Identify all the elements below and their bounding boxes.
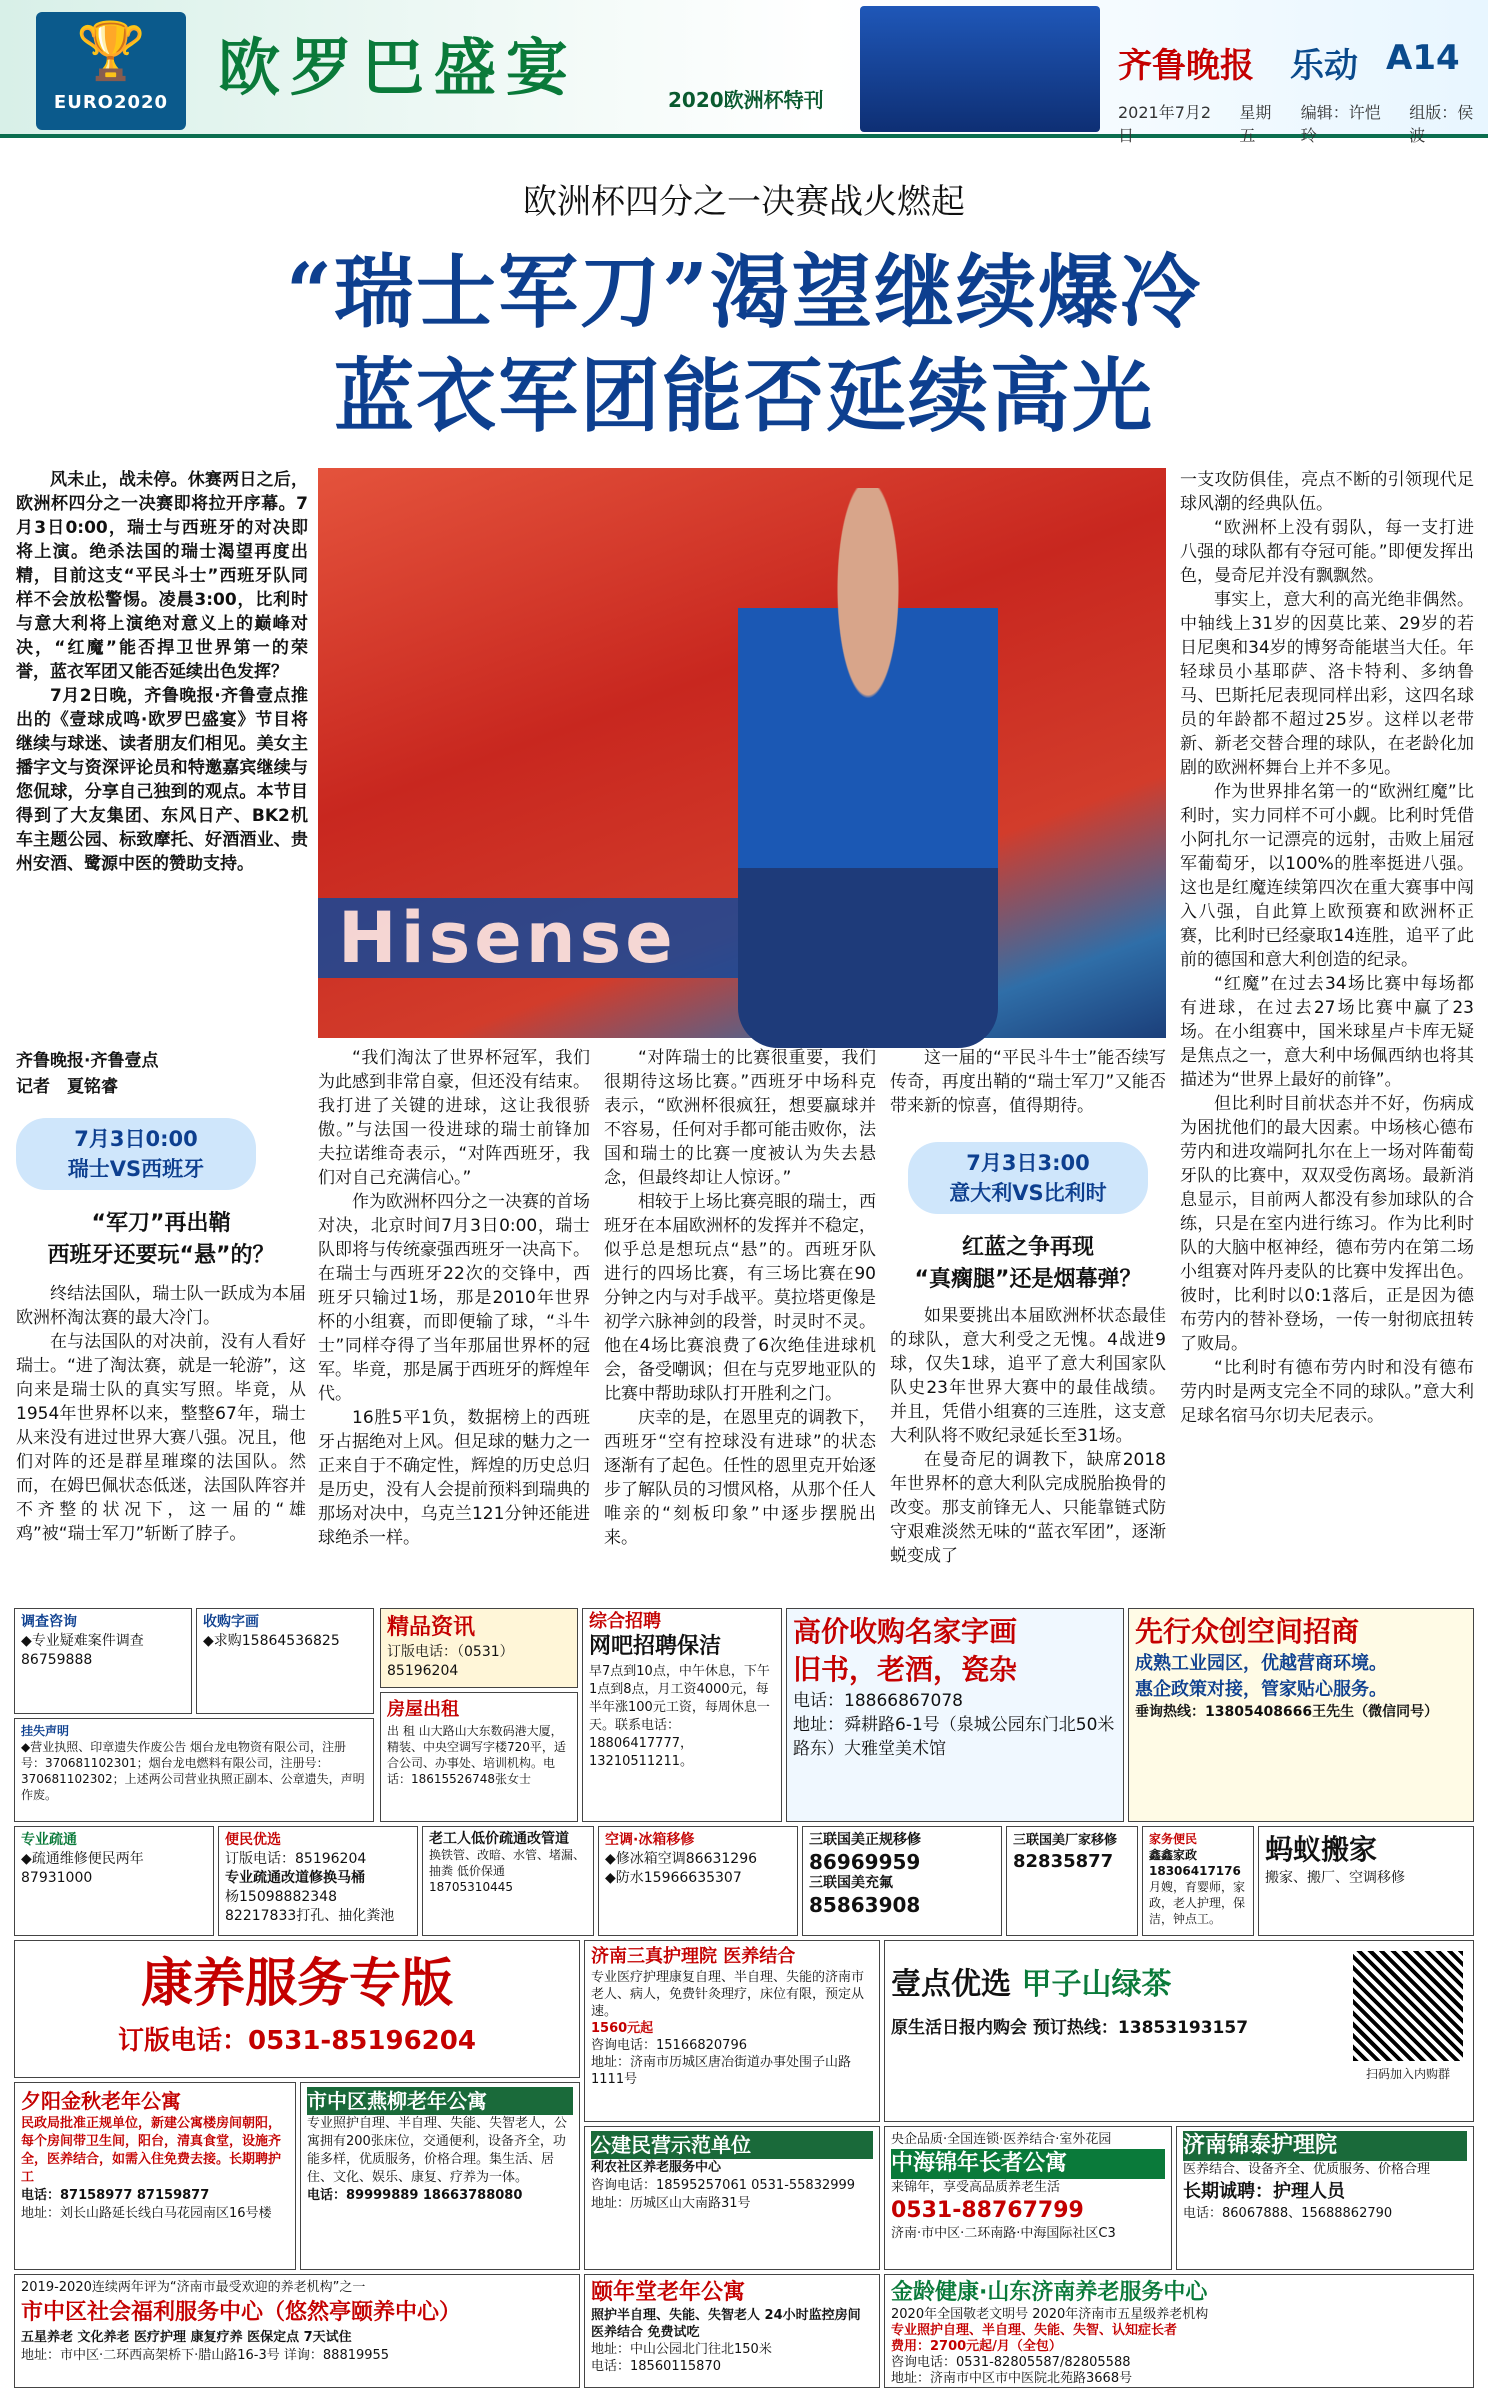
ad-nursing-sanzhen (584, 1940, 880, 2122)
ad-head: 老工人低价疏通改管道 (429, 1831, 569, 1847)
ad-yanliu (300, 2082, 580, 2270)
ad-title: 精品资讯 (387, 1615, 476, 1640)
ad-line: ◆营业执照、印章遗失作废公告 烟台龙电物资有限公司，注册号：370681102301；烟台龙电燃料有限公司，注册号：370681102302；上述两公司营业执照正副本、公章遗失，声明作废。 (21, 1740, 365, 1802)
ad-line: 地址：舜耕路6-1号（泉城公园东门北50米路东）大雅堂美术馆 (793, 1715, 1115, 1759)
ad-info (380, 1608, 578, 1688)
column-4-body (890, 1304, 1166, 1568)
ad-line: ◆防水15966635307 (605, 1870, 742, 1886)
subhead-2b: “真瘸腿”还是烟幕弹？ (914, 1267, 1142, 1292)
ad-line: 长期诚聘：护理人员 (1183, 2181, 1345, 2202)
ad-line: 地址：中山公园北门往北150米 (591, 2342, 772, 2357)
ad-line: 电话：18866867078 (793, 1691, 963, 1711)
issue-weekday: 星期五 (1239, 103, 1272, 145)
ad-title: 挂失声明 (21, 1724, 70, 1738)
ad-head: 网吧招聘保洁 (589, 1634, 722, 1659)
right-paragraph-5: 但比利时目前状态并不好，伤病成为困扰他们的最大因素。中场核心德布劳内和进攻端阿扎尔在上一场对阵葡萄牙队的比赛中，双双受伤离场。最新消息显示，目前两人都没有参加球队的合练，只是在室内进行练习。作为比利时队的大脑中枢神经，德布劳内在第二场小组赛对阵丹麦队的比赛中发挥出色。彼时，比利时以0:1落后，正是因为德布劳内的替补登场，一传一射彻底扭转了败局。 (1180, 1094, 1474, 1354)
ad-yinian (584, 2274, 880, 2388)
ad-head: 三联国美充氟 (809, 1875, 893, 1891)
byline-outlet: 齐鲁晚报·齐鲁壹点 (16, 1051, 159, 1071)
ad-coworking (1128, 1608, 1474, 1822)
ad-head: 颐年堂老年公寓 (591, 2280, 746, 2305)
ad-line: 央企品质·全国连锁·医养结合·室外花园 (891, 2132, 1112, 2147)
col2-paragraph-2: 作为欧洲杯四分之一决赛的首场对决，北京时间7月3日0:00，瑞士队即将与传统豪强西班牙一决高下。在瑞士与西班牙22次的交锋中，西班牙只输过1场，那是2010年世界杯的小组赛，而即便输了球，“斗牛士”同样夺得了当年那届世界杯的冠军。毕竟，那是属于西班牙的辉煌年代。 (318, 1192, 590, 1404)
ad-public-demo (584, 2126, 880, 2270)
ad-line: 咨询电话：15166820796 (591, 2038, 747, 2053)
player-figure (738, 488, 998, 1048)
logo-text: EURO2020 (53, 92, 169, 113)
ad-pipes (422, 1826, 594, 1936)
ad-line: ◆专业疑难案件调查 (21, 1633, 144, 1649)
ad-moving (1258, 1826, 1474, 1936)
ad-line: 电话：87158977 87159877 (21, 2188, 210, 2203)
ad-head: 济南三真护理院 医养结合 (591, 1946, 796, 1967)
subhead-2a: 红蓝之争再现 (961, 1235, 1094, 1260)
ad-title: 家务便民 (1149, 1832, 1198, 1846)
ad-gome-factory (1006, 1826, 1138, 1936)
subhead-1b: 西班牙还要玩“悬”的？ (47, 1243, 275, 1268)
ad-line: 订版电话：85196204 (225, 1851, 367, 1867)
ad-line: 咨询电话：18595257061 0531-55832999 (591, 2178, 856, 2193)
right-paragraph-6: “比利时有德布劳内时和没有德布劳内时是两支完全不同的球队。”意大利足球名宿马尔切夫尼表示。 (1180, 1358, 1474, 1426)
ad-head: 高价收购名家字画 (793, 1615, 1018, 1648)
col4-paragraph-1: 这一届的“平民斗牛士”能否续写传奇，再度出鞘的“瑞士军刀”又能否带来新的惊喜，值得期待。 (890, 1048, 1166, 1116)
ad-line: 专业照护自理、半自理、失能、失智老人，公寓拥有200张床位，交通便利，设备齐全，功能多样，优质服务，价格合理。集生活、居住、文化、娱乐、康复、疗养为一体。 (307, 2116, 568, 2185)
ad-dredge (14, 1826, 214, 1936)
right-paragraph-1: “欧洲杯上没有弱队，每一支打进八强的球队都有夺冠可能。”即便发挥出色，曼奇尼并没有飘飘然。 (1180, 518, 1474, 586)
match-1-box (16, 1118, 256, 1190)
col1-paragraph-2: 在与法国队的对决前，没有人看好瑞士。“进了淘汰赛，就是一轮游”，这向来是瑞士队的真实写照。毕竟，从1954年世界杯以来，整整67年，瑞士从来没有进过世界大赛八强。况且，他们对阵的还是群星璀璨的法国队。然而，在姆巴佩状态低迷，法国队阵容并不齐整的状况下，这一届的“雄鸡”被“瑞士军刀”斩断了脖子。 (16, 1332, 306, 1544)
ad-price: 1560元起 (591, 2021, 654, 2036)
ad-line: 搬家、搬厂、空调移修 (1265, 1870, 1405, 1886)
ad-line: 85863908 (809, 1893, 921, 1917)
match-1-time: 7月3日0:00 (74, 1127, 198, 1151)
ad-head: 三联国美正规移修 (809, 1832, 921, 1848)
newspaper-name: 齐鲁晚报 (1118, 46, 1254, 86)
ad-xiyang (14, 2082, 296, 2270)
right-paragraph-4: “红魔”在过去34场比赛中每场都有进球，在过去27场比赛中赢了23场。在小组赛中，国米球星卢卡库无疑是焦点之一，意大利中场佩西纳也将其描述为“世界上最好的前锋”。 (1180, 974, 1474, 1090)
ad-line: 82835877 (1013, 1851, 1114, 1872)
ad-line: 专业医疗护理康复自理、半自理、失能的济南市老人、病人，免费针灸理疗，床位有限，预定从速。 (591, 1970, 865, 2019)
ad-line: 换铁管、改暗、水管、堵漏、抽粪 低价保通 18705310445 (429, 1848, 586, 1894)
ad-head: 夕阳金秋老年公寓 (21, 2089, 181, 2113)
intro-paragraph-1: 风未止，战未停。休赛两日之后，欧洲杯四分之一决赛即将拉开序幕。7月3日0:00，瑞士与西班牙的对决即将上演。绝杀法国的瑞士渴望再度出精，目前这支“平民斗士”西班牙队同样不会放松警惕。凌晨3:00，比利时与意大利将上演绝对意义上的巅峰对决，“红魔”能否捍卫世界第一的荣誉，蓝衣军团又能否延续出色发挥？ (16, 470, 308, 682)
ad-title: 房屋出租 (387, 1699, 459, 1720)
ad-buy-paintings (196, 1608, 374, 1714)
ad-line: ◆求购15864536825 (203, 1633, 340, 1649)
ad-aircon (598, 1826, 798, 1936)
right-paragraph-0: 一支攻防俱佳，亮点不断的引领现代足球风潮的经典队伍。 (1180, 470, 1474, 514)
section-name: 乐动 (1290, 46, 1358, 86)
ad-housekeeping (1142, 1826, 1254, 1936)
column-2 (318, 1046, 590, 1550)
intro-column (16, 468, 308, 876)
subhead-1 (16, 1208, 306, 1272)
ad-line: 电话：18560115870 (591, 2359, 721, 2374)
ad-line: 月嫂，育婴师，家政，老人护理，保洁，钟点工。 (1149, 1880, 1246, 1926)
ad-recruit (582, 1608, 782, 1822)
ad-title: 调查咨询 (21, 1614, 77, 1630)
ad-line: 地址：市中区·二环西高架桥下·腊山路16-3号 详询：88819955 (21, 2348, 390, 2363)
ad-zhonghai (884, 2126, 1172, 2270)
ad-line: 预订热线：13853193157 (1032, 2018, 1249, 2038)
ad-line: 电话：89999889 18663788080 (307, 2188, 523, 2203)
ad-line: 地址：济南市历城区唐冶街道办事处围子山路1111号 (591, 2055, 852, 2087)
ad-head: 专业疏通改道修换马桶 (225, 1870, 365, 1886)
ad-collect-paintings (786, 1608, 1124, 1822)
byline-reporter: 记者 夏铭睿 (16, 1077, 118, 1097)
ad-title: 收购字画 (203, 1614, 259, 1630)
ad-head: 鑫鑫家政18306417176 (1149, 1848, 1241, 1878)
players-photo (860, 6, 1100, 132)
ad-line: 0531-88767799 (891, 2198, 1084, 2223)
ad-line: 2020年全国敬老文明号 2020年济南市五星级养老机构 (891, 2307, 1209, 2322)
ad-green-tea (884, 1940, 1474, 2122)
column-4 (890, 1046, 1166, 1118)
ad-line: 早7点到10点，中午休息，下午1点到8点，月工资4000元，每半年涨100元工资，每周休息一天。联系电话：18806417777，13210511211。 (589, 1664, 770, 1769)
euro2020-logo (36, 12, 186, 130)
ad-line: 医养结合、设备齐全、优质服务、价格合理 (1183, 2162, 1431, 2177)
masthead (0, 0, 1488, 145)
qr-caption: 扫码加入内购群 (1365, 2067, 1450, 2081)
ad-head: 壹点优选 (891, 1967, 1011, 2002)
ad-board: Hisense (318, 898, 838, 978)
headline-line-1: “瑞士军刀”渴望继续爆冷 (285, 245, 1203, 339)
ad-price: 费用：2700元起/月（全包） (891, 2339, 1062, 2354)
col2-paragraph-1: “我们淘汰了世界杯冠军，我们为此感到非常自豪，但还没有结束。我打进了关键的进球，这让我很骄傲。”与法国一役进球的瑞士前锋加夫拉诺维奇表示，“对阵西班牙，我们对自己充满信心。” (318, 1048, 590, 1188)
ad-head: 济南锦泰护理院 (1183, 2131, 1467, 2161)
ad-line: 成熟工业园区，优越营商环境。 (1135, 1653, 1387, 1674)
ad-head: 先行众创空间招商 (1135, 1615, 1360, 1648)
ad-line: ◆疏通维修便民两年 (21, 1851, 144, 1867)
ad-line: 87931000 (21, 1870, 93, 1886)
ad-title: 便民优选 (225, 1832, 281, 1848)
subhead-2 (890, 1232, 1166, 1296)
ad-head: 中海锦年长者公寓 (891, 2149, 1165, 2179)
editor: 编辑：许恺玲 (1300, 103, 1381, 145)
page-number: A14 (1386, 38, 1460, 78)
col2-paragraph-3: 16胜5平1负，数据榜上的西班牙占据绝对上风。但足球的魅力之一正来自于不确定性，辉煌的历史总归是历史，没有人会提前预料到瑞典的那场对决中，乌克兰121分钟还能进球绝杀一样。 (318, 1408, 590, 1548)
match-2-box (908, 1142, 1148, 1214)
ad-line: 济南·市中区·二环南路·中海国际社区C3 (891, 2226, 1116, 2241)
ad-line: 电话：86067888、15688862790 (1183, 2206, 1393, 2221)
trophy-icon: 🏆 (76, 19, 146, 84)
ad-lost-notice (14, 1718, 374, 1822)
ad-investigation (14, 1608, 192, 1714)
qr-code-icon (1353, 1951, 1463, 2061)
col3-paragraph-1: “对阵瑞士的比赛很重要，我们很期待这场比赛。”西班牙中场科克表示，“欧洲杯很疯狂，想要赢球并不容易，任何对手都可能击败你，法国和瑞士的比赛一度被认为失去悬念，但最终却让人惊讶。” (604, 1048, 876, 1188)
ad-line: 86969959 (809, 1850, 921, 1874)
match-2-teams: 意大利VS比利时 (949, 1181, 1107, 1205)
ad-jintai (1176, 2126, 1474, 2270)
column-3 (604, 1046, 876, 1550)
ad-line: 民政局批准正规单位，新建公寓楼房间朝阳，每个房间带卫生间，阳台，清真食堂，设施齐全，医养结合，如需入住免费去接。长期聘护工 (21, 2116, 282, 2185)
ad-convenience (218, 1826, 418, 1936)
ad-line: 垂询热线：13805408666王先生（微信同号） (1135, 1704, 1439, 1720)
match-1-teams: 瑞士VS西班牙 (67, 1157, 205, 1181)
right-paragraph-2: 事实上，意大利的高光绝非偶然。中轴线上31岁的因莫比莱、29岁的若日尼奥和34岁的博努奇能堪当大任。年轻球员小基耶萨、洛卡特利、多纳鲁马、巴斯托尼表现同样出彩，这四名球员的年龄都不超过25岁。这样以老带新、新老交替合理的球队，在老龄化加剧的欧洲杯舞台上并不多见。 (1180, 590, 1474, 778)
ad-gome-repair (802, 1826, 1002, 1936)
right-column (1180, 468, 1474, 1428)
issue-meta (1118, 100, 1488, 146)
ad-line: 出 租 山大路山大东数码港大厦，精装、中央空调写字楼720平，适合公司、办事处、培训机构。电话：18615526748张女士 (387, 1724, 566, 1786)
ad-head: 蚂蚁搬家 (1265, 1833, 1378, 1866)
ad-head: 金龄健康·山东济南养老服务中心 (891, 2280, 1208, 2305)
match-2-time: 7月3日3:00 (966, 1151, 1090, 1175)
ad-line: 利农社区养老服务中心 (591, 2160, 722, 2175)
ad-line: 来锦年，享受高品质养老生活 (891, 2180, 1061, 2195)
ad-line: 2019-2020连续两年评为“济南市最受欢迎的养老机构”之一 (21, 2280, 366, 2295)
col1-paragraph-1: 终结法国队，瑞士队一跃成为本届欧洲杯淘汰赛的最大冷门。 (16, 1284, 306, 1328)
ad-line: ◆修冰箱空调86631296 (605, 1851, 758, 1867)
ad-line: 照护半自理、失能、失智老人 24小时监控房间 医养结合 免费试吃 (591, 2308, 861, 2340)
photo-caption: 作为目前都全胜的队伍，意大利和比利时谁能笑到最后？ (1358, 1400, 1470, 1479)
kicker: 欧洲杯四分之一决赛战火燃起 (523, 182, 965, 222)
ad-health-banner (14, 1940, 580, 2078)
intro-paragraph-2: 7月2日晚，齐鲁晚报·齐鲁壹点推出的《壹球成鸣·欧罗巴盛宴》节目将继续与球迷、读者朋友们相见。美女主播字文与资深评论员和特邀嘉宾继续与您侃球，分享自己独到的观点。本节目得到了大友集团、东风日产、BK2机车主题公园、标致摩托、好酒酒业、贵州安酒、鹭源中医的赞助支持。 (16, 686, 308, 874)
ad-line: 五星养老 文化养老 医疗护理 康复疗养 医保定点 7天试住 (21, 2330, 352, 2345)
ad-line: 地址：济南市中区市中医院北苑路3668号 (891, 2371, 1133, 2386)
ad-line: 专业照护自理、半自理、失能、失智、认知症长者 (891, 2323, 1178, 2338)
special-edition-label: 2020欧洲杯特刊 (668, 88, 824, 112)
ad-welfare-center (14, 2274, 580, 2388)
ad-title: 专业疏通 (21, 1832, 77, 1848)
col4-paragraph-2: 如果要挑出本届欧洲杯状态最佳的球队，意大利受之无愧。4战进9球，仅失1球，追平了意大利国家队队史23年世界大赛中的最佳战绩。并且，凭借小组赛的三连胜，这支意大利队将不败纪录延长至31场。 (890, 1306, 1166, 1446)
subhead-1a: “军刀”再出鞘 (91, 1211, 231, 1236)
ad-head: 公建民营示范单位 (591, 2131, 873, 2159)
ad-line: 杨15098882348 82217833打孔、抽化粪池 (225, 1889, 395, 1924)
col4-paragraph-3: 在曼奇尼的调教下，缺席2018年世界杯的意大利队完成脱胎换骨的改变。那支前锋无人、只能靠链式防守艰难淡然无味的“蓝衣军团”，逐渐蜕变成了 (890, 1450, 1166, 1566)
ad-line: 订版电话：（0531）85196204 (387, 1644, 514, 1679)
col3-paragraph-2: 相较于上场比赛亮眼的瑞士，西班牙在本届欧洲杯的发挥并不稳定，似乎总是想玩点“悬”的。西班牙队进行的四场比赛，有三场比赛在90分钟之内与对手战平。莫拉塔更像是初学六脉神剑的段誉，时灵时不灵。他在4场比赛浪费了6次绝佳进球机会，备受嘲讽；但在与克罗地亚队的比赛中帮助球队打开胜利之门。 (604, 1192, 876, 1404)
column-brand: 欧罗巴盛宴 (218, 31, 579, 104)
ad-head: 康养服务专版 (140, 1954, 453, 2014)
col3-paragraph-3: 庆幸的是，在恩里克的调教下，西班牙“空有控球没有进球”的状态逐渐有了起色。任性的恩里克开始逐步了解队员的习惯风格，从那个任人唯亲的“刻板印象”中逐步摆脱出来。 (604, 1408, 876, 1548)
right-paragraph-3: 作为世界排名第一的“欧洲红魔”比利时，实力同样不可小觑。比利时凭借小阿扎尔一记漂亮的远射，击败上届冠军葡萄牙，以100%的胜率挺进八强。这也是红魔连续第四次在重大赛事中闯入八强，自此算上欧预赛和欧洲杯正赛，比利时已经豪取14连胜，追平了此前的德国和意大利创造的纪录。 (1180, 782, 1474, 970)
ad-line: 86759888 (21, 1652, 93, 1668)
ad-line: 地址：历城区山大南路31号 (591, 2196, 751, 2211)
ad-line: 地址：刘长山路延长线白马花园南区16号楼 (21, 2206, 272, 2221)
ad-line: 订版电话：0531-85196204 (118, 2026, 476, 2056)
issue-date: 2021年7月2日 (1118, 103, 1212, 145)
ad-jinling (884, 2274, 1474, 2388)
ad-head: 旧书，老酒，瓷杂 (793, 1653, 1018, 1686)
ad-line: 原生活日报内购会 (891, 2018, 1027, 2038)
ad-title: 空调·冰箱移修 (605, 1832, 695, 1848)
ad-title: 综合招聘 (589, 1611, 661, 1632)
ad-rental (380, 1692, 578, 1822)
column-1 (16, 1282, 306, 1546)
ad-line: 咨询电话：0531-82805587/82805588 (891, 2355, 1131, 2370)
designer: 组版：侯波 (1409, 103, 1474, 145)
headline-line-2: 蓝衣军团能否延续高光 (334, 349, 1154, 443)
ad-head: 甲子山绿茶 (1021, 1967, 1172, 2002)
ad-head: 三联国美厂家移修 (1013, 1833, 1118, 1848)
ad-head: 市中区社会福利服务中心（悠然亭颐养中心） (21, 2300, 462, 2325)
classified-ads (0, 1602, 1488, 2395)
ad-line: 惠企政策对接，管家贴心服务。 (1135, 1679, 1387, 1700)
ad-head: 市中区燕柳老年公寓 (307, 2087, 573, 2115)
